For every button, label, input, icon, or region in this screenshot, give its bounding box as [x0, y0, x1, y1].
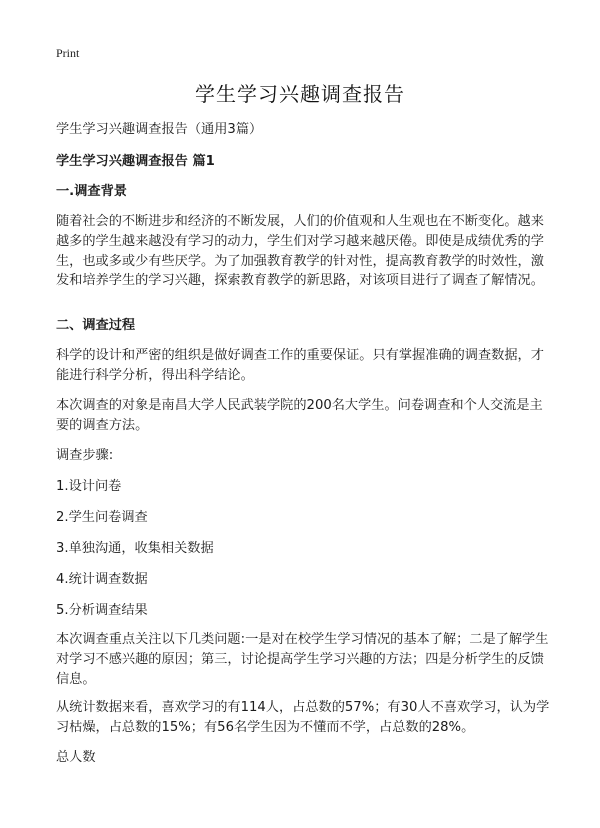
section2-paragraph-2: 本次调查的对象是南昌大学人民武装学院的200名大学生。问卷调查和个人交流是主要的调查方法。 — [56, 398, 543, 433]
step-item: 3.单独沟通，收集相关数据 — [56, 541, 214, 556]
step-item: 5.分析调查结果 — [56, 603, 148, 618]
section2-paragraph-1: 科学的设计和严密的组织是做好调查工作的重要保证。只有掌握准确的调查数据，才能进行科学分析，得出科学结论。 — [56, 348, 544, 383]
steps-label: 调查步骤: — [56, 448, 114, 463]
step-item: 1.设计问卷 — [56, 479, 122, 494]
part-heading: 学生学习兴趣调查报告 篇1 — [56, 154, 215, 169]
step-item: 4.统计调查数据 — [56, 572, 148, 587]
section1-body: 随着社会的不断进步和经济的不断发展，人们的价值观和人生观也在不断变化。越来越多的学生越来越没有学习的动力，学生们对学习越来越厌倦。即使是成绩优秀的学生，也或多或少有些厌学。为了加强教育教学的针对性，提高教育教学的时效性，激发和培养学生的学习兴趣，探索教育教学的新思路，对该项目进行了调查了解情况。 — [56, 214, 544, 289]
section2-paragraph-3: 本次调查重点关注以下几类问题:一是对在校学生学习情况的基本了解；二是了解学生对学习不感兴趣的原因；第三，讨论提高学生学习兴趣的方法；四是分析学生的反馈信息。 — [56, 632, 549, 687]
total-label: 总人数 — [56, 750, 96, 765]
section2-heading: 二、调查过程 — [56, 318, 136, 333]
section1-heading: 一.调查背景 — [56, 184, 127, 199]
print-link[interactable]: Print — [56, 46, 80, 60]
section2-paragraph-4: 从统计数据来看，喜欢学习的有114人，占总数的57%；有30人不喜欢学习，认为学习枯燥，占总数的15%；有56名学生因为不懂而不学，占总数的28%。 — [56, 700, 550, 735]
document-title: 学生学习兴趣调查报告 — [195, 82, 405, 106]
document-subtitle: 学生学习兴趣调查报告（通用3篇） — [56, 122, 263, 137]
step-item: 2.学生问卷调查 — [56, 510, 148, 525]
